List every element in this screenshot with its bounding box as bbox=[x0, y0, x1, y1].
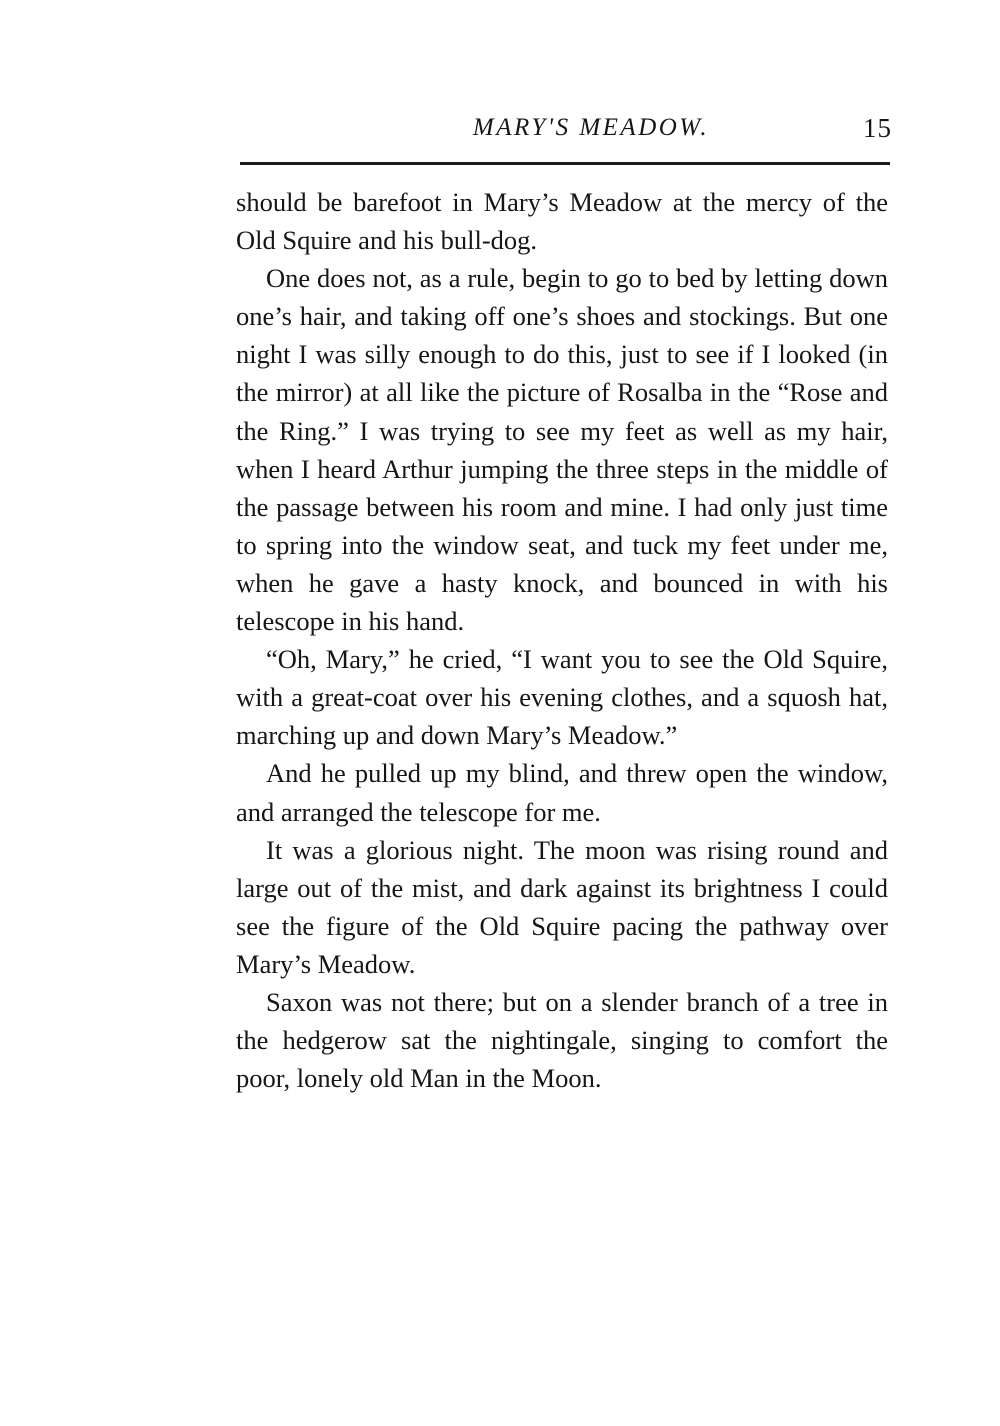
paragraph: “Oh, Mary,” he cried, “I want you to see the Old Squire, with a great-coat over his evening clothes, and a squosh hat, marching up and down Mary’s Meadow.” bbox=[236, 644, 888, 751]
page-number: 15 bbox=[863, 113, 892, 143]
paragraph: And he pulled up my blind, and threw open the window, and arranged the telescope for me. bbox=[236, 758, 888, 827]
paragraph: One does not, as a rule, begin to go to bed by letting down one’s hair, and taking off one’s shoes and stockings. But one night I was silly enough to do this, just to see if I looked (in the mirror) at all like the picture of Rosalba in the “Rose and the Ring.” I was trying to see my feet as well as my hair, when I heard Arthur jumping the three steps in the middle of the passage between his room and mine. I had only just time to spring into the window seat, and tuck my feet under me, when he gave a hasty knock, and bounced in with his telescope in his hand. bbox=[236, 263, 888, 637]
running-title: MARY'S MEADOW. bbox=[472, 114, 710, 141]
paragraph: Saxon was not there; but on a slender branch of a tree in the hedgerow sat the nightingale, singing to comfort the poor, lonely old Man in the Moon. bbox=[236, 986, 888, 1094]
paragraph-continuation: should be barefoot in Mary’s Meadow at the mercy of the Old Squire and his bull-dog. bbox=[236, 187, 888, 256]
paragraph: It was a glorious night. The moon was rising round and large out of the mist, and dark against its brightness I could see the figure of the Old Squire pacing the pathway over Mary’s Meadow. bbox=[236, 834, 888, 979]
running-head bbox=[236, 110, 892, 150]
body-text bbox=[236, 183, 888, 1097]
header-rule bbox=[240, 162, 890, 165]
